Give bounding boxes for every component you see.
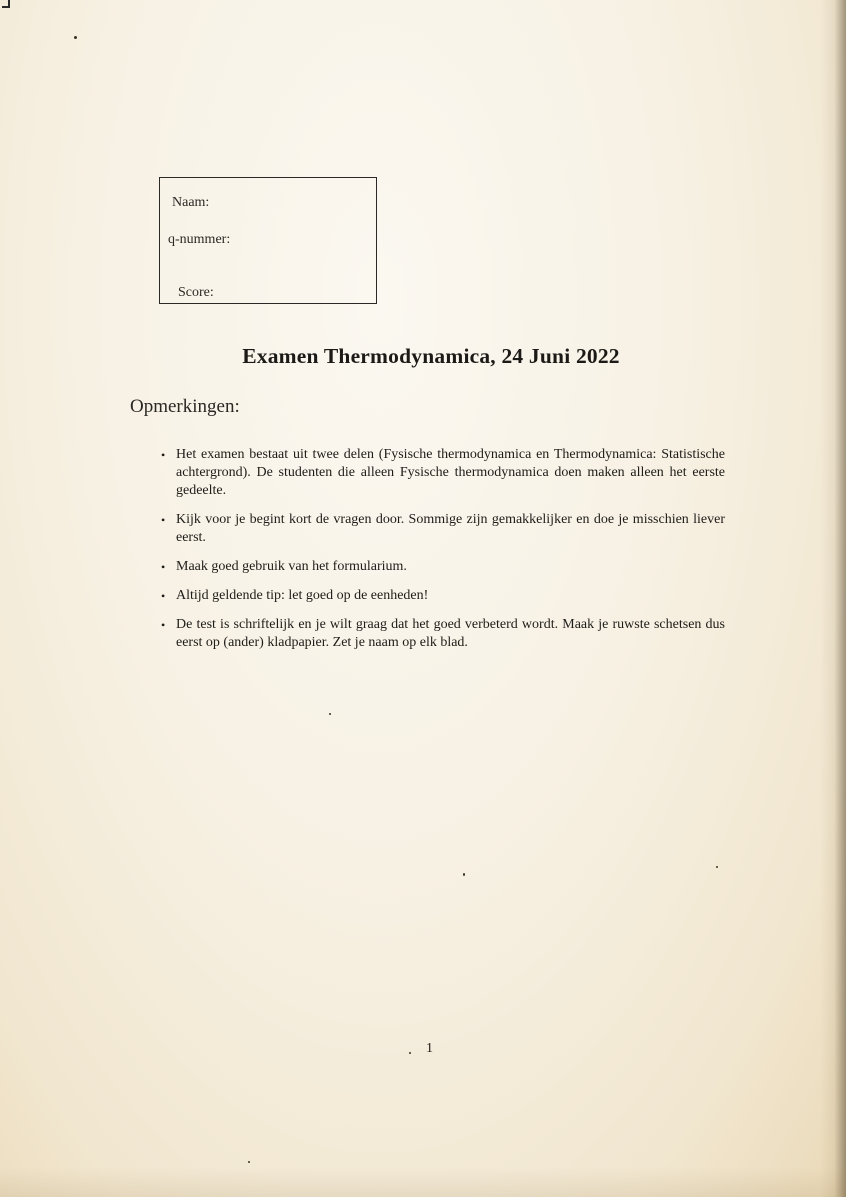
name-label: Naam: xyxy=(172,195,210,210)
page-edge-shadow xyxy=(820,0,846,1197)
speck xyxy=(716,866,718,868)
speck xyxy=(329,713,331,715)
bullet-icon: • xyxy=(161,560,166,574)
remarks-heading: Opmerkingen: xyxy=(130,396,240,417)
page-number: 1 xyxy=(426,1041,433,1056)
remark-item: • Kijk voor je begint kort de vragen door. Sommige zijn gemakkelijker en doe je misschien liever eerst. xyxy=(161,512,725,545)
score-label: Score: xyxy=(178,285,214,300)
remark-item: • Het examen bestaat uit twee delen (Fysische thermodynamica en Thermodynamica: Statistische achtergrond). De studenten die alleen Fysische thermodynamica doen maken alleen het eerste gedeelte. xyxy=(161,447,725,498)
speck xyxy=(248,1161,250,1163)
qnumber-label: q-nummer: xyxy=(168,232,231,247)
bullet-icon: • xyxy=(161,589,166,603)
remark-item: • Maak goed gebruik van het formularium. xyxy=(161,559,407,574)
student-info-box xyxy=(159,177,377,304)
remarks-list xyxy=(160,446,725,663)
exam-title: Examen Thermodynamica, 24 Juni 2022 xyxy=(242,344,620,368)
corner-mark-vertical xyxy=(8,0,10,8)
bullet-icon: • xyxy=(161,618,166,632)
remark-item: • De test is schriftelijk en je wilt graag dat het goed verbeterd wordt. Maak je ruwste schetsen dus eerst op (ander) kladpapier. Zet je naam op elk blad. xyxy=(161,617,725,650)
speck xyxy=(463,873,465,876)
speck xyxy=(74,36,77,39)
bullet-icon: • xyxy=(161,513,166,527)
page-bottom-shadow xyxy=(0,1167,846,1197)
bullet-icon: • xyxy=(161,448,166,462)
remark-item: • Altijd geldende tip: let goed op de eenheden! xyxy=(161,588,429,603)
speck xyxy=(409,1052,411,1054)
